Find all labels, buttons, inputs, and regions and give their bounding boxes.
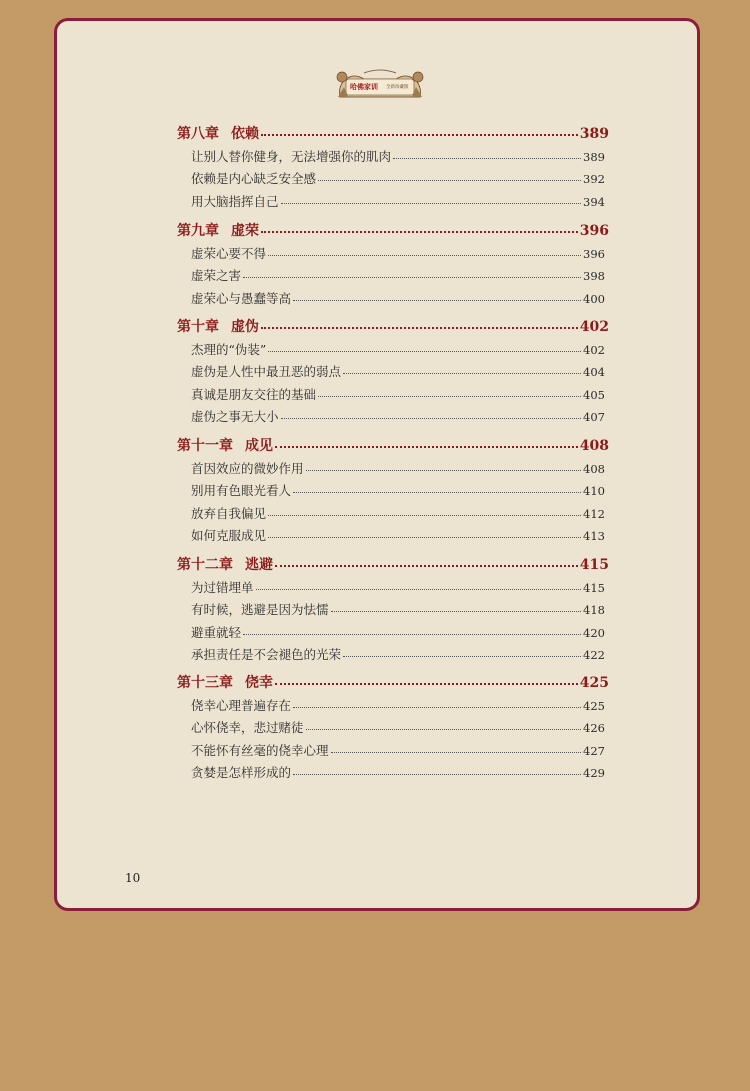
dot-leader [331,602,582,615]
chapter-number: 第十三章 [177,675,233,691]
section-row[interactable] [191,718,605,736]
section-page: 415 [583,581,605,595]
section-row[interactable] [191,340,605,358]
section-title: 杰理的“伪装” [191,342,267,357]
chapter-title: 依赖 [231,126,259,142]
section-title: 真诚是朋友交往的基础 [191,386,317,402]
chapter-label [177,672,273,692]
chapter-page: 425 [579,675,609,691]
section-title: 有时候，逃避是因为怯懦 [191,602,329,618]
table-of-contents [57,21,697,908]
dot-leader [268,342,581,355]
section-title: 心怀侥幸，悲过赌徒 [191,720,304,736]
section-title: 别用有色眼光看人 [191,483,292,499]
section-page: 396 [583,247,605,261]
page-number: 10 [125,871,141,885]
section-title: 虚荣之害 [191,268,242,284]
section-page: 400 [583,291,605,306]
dot-leader [293,483,581,496]
chapter-title: 虚荣 [231,223,259,239]
dot-leader [261,317,578,331]
section-row[interactable] [191,362,605,380]
section-row[interactable] [191,407,605,425]
section-page: 405 [583,387,605,402]
dot-leader [268,527,581,540]
dot-leader [275,673,578,687]
chapter-label [177,316,259,336]
section-title: 避重就轻 [191,624,242,640]
dot-leader [293,698,581,711]
chapter-title: 虚伪 [231,319,259,335]
section-page: 408 [583,462,605,476]
section-page: 420 [583,625,605,640]
section-row[interactable] [191,244,605,262]
section-title: 为过错埋单 [191,580,254,595]
dot-leader [318,386,581,399]
dot-leader [268,505,581,518]
chapter-number: 第十二章 [177,557,233,573]
section-page: 425 [583,699,605,713]
book-page [54,18,700,911]
section-row[interactable] [191,459,605,477]
dot-leader [281,408,582,421]
section-row[interactable] [191,147,605,165]
section-row[interactable] [191,192,605,210]
dot-leader [331,742,582,755]
chapter-row[interactable] [177,220,609,240]
chapter-page: 396 [579,223,609,239]
section-page: 407 [583,409,605,424]
chapter-number: 第十章 [177,319,219,335]
section-row[interactable] [191,645,605,663]
section-row[interactable] [191,763,605,781]
chapter-page: 402 [579,319,609,335]
chapter-number: 第八章 [177,126,219,142]
section-page: 412 [583,506,605,521]
section-row[interactable] [191,289,605,307]
chapter-title: 侥幸 [245,675,273,691]
dot-leader [343,364,581,377]
dot-leader [293,290,581,303]
section-page: 410 [583,484,605,499]
section-row[interactable] [191,623,605,641]
section-page: 392 [583,172,605,187]
section-row[interactable] [191,526,605,544]
section-title: 用大脑指挥自己 [191,193,279,209]
section-page: 404 [583,365,605,380]
section-row[interactable] [191,504,605,522]
section-title: 侥幸心理普遍存在 [191,698,292,713]
dot-leader [293,764,581,777]
section-title: 放弃自我偏见 [191,505,267,521]
section-row[interactable] [191,696,605,714]
section-title: 依赖是内心缺乏安全感 [191,171,317,187]
dot-leader [261,221,578,235]
emblem-title: 哈佛家训 [350,83,378,91]
dot-leader [393,149,581,162]
section-page: 426 [583,721,605,736]
emblem-subtitle: 全新珍藏版 [386,85,409,90]
dot-leader [261,124,578,138]
dot-leader [275,555,578,569]
section-title: 虚荣心要不得 [191,246,267,261]
chapter-row[interactable] [177,435,609,455]
chapter-page: 415 [579,557,609,573]
section-title: 虚伪是人性中最丑恶的弱点 [191,364,342,380]
section-page: 418 [583,603,605,618]
dot-leader [243,624,581,637]
section-title: 首因效应的微妙作用 [191,461,304,476]
dot-leader [243,268,581,281]
chapter-label [177,435,273,455]
chapter-row[interactable] [177,316,609,336]
section-row[interactable] [191,600,605,618]
section-row[interactable] [191,385,605,403]
section-page: 427 [583,743,605,758]
section-row[interactable] [191,266,605,284]
dot-leader [268,246,581,259]
dot-leader [318,171,581,184]
section-page: 398 [583,269,605,284]
dot-leader [343,646,581,659]
section-title: 虚荣心与愚蠢等高 [191,290,292,306]
section-title: 让别人替你健身，无法增强你的肌肉 [191,149,392,164]
chapter-number: 第九章 [177,223,219,239]
dot-leader [281,193,582,206]
section-row[interactable] [191,578,605,596]
chapter-row[interactable] [177,554,609,574]
dot-leader [275,436,578,450]
chapter-row[interactable] [177,123,609,143]
section-page: 402 [583,343,605,357]
section-row[interactable] [191,741,605,759]
chapter-title: 逃避 [245,557,273,573]
section-page: 394 [583,194,605,209]
chapter-label [177,123,259,143]
dot-leader [306,720,582,733]
section-title: 不能怀有丝毫的侥幸心理 [191,742,329,758]
section-row[interactable] [191,169,605,187]
section-page: 389 [583,150,605,164]
chapter-number: 第十一章 [177,438,233,454]
chapter-row[interactable] [177,672,609,692]
section-page: 413 [583,528,605,543]
section-title: 如何克服成见 [191,527,267,543]
chapter-label [177,220,259,240]
dot-leader [306,461,582,474]
section-row[interactable] [191,481,605,499]
chapter-label [177,554,273,574]
section-title: 贪婪是怎样形成的 [191,764,292,780]
dot-leader [256,580,582,593]
section-title: 承担责任是不会褪色的光荣 [191,646,342,662]
chapter-page: 408 [579,438,609,454]
section-page: 422 [583,647,605,662]
section-page: 429 [583,765,605,780]
section-title: 虚伪之事无大小 [191,408,279,424]
chapter-page: 389 [579,126,609,142]
chapter-title: 成见 [245,438,273,454]
